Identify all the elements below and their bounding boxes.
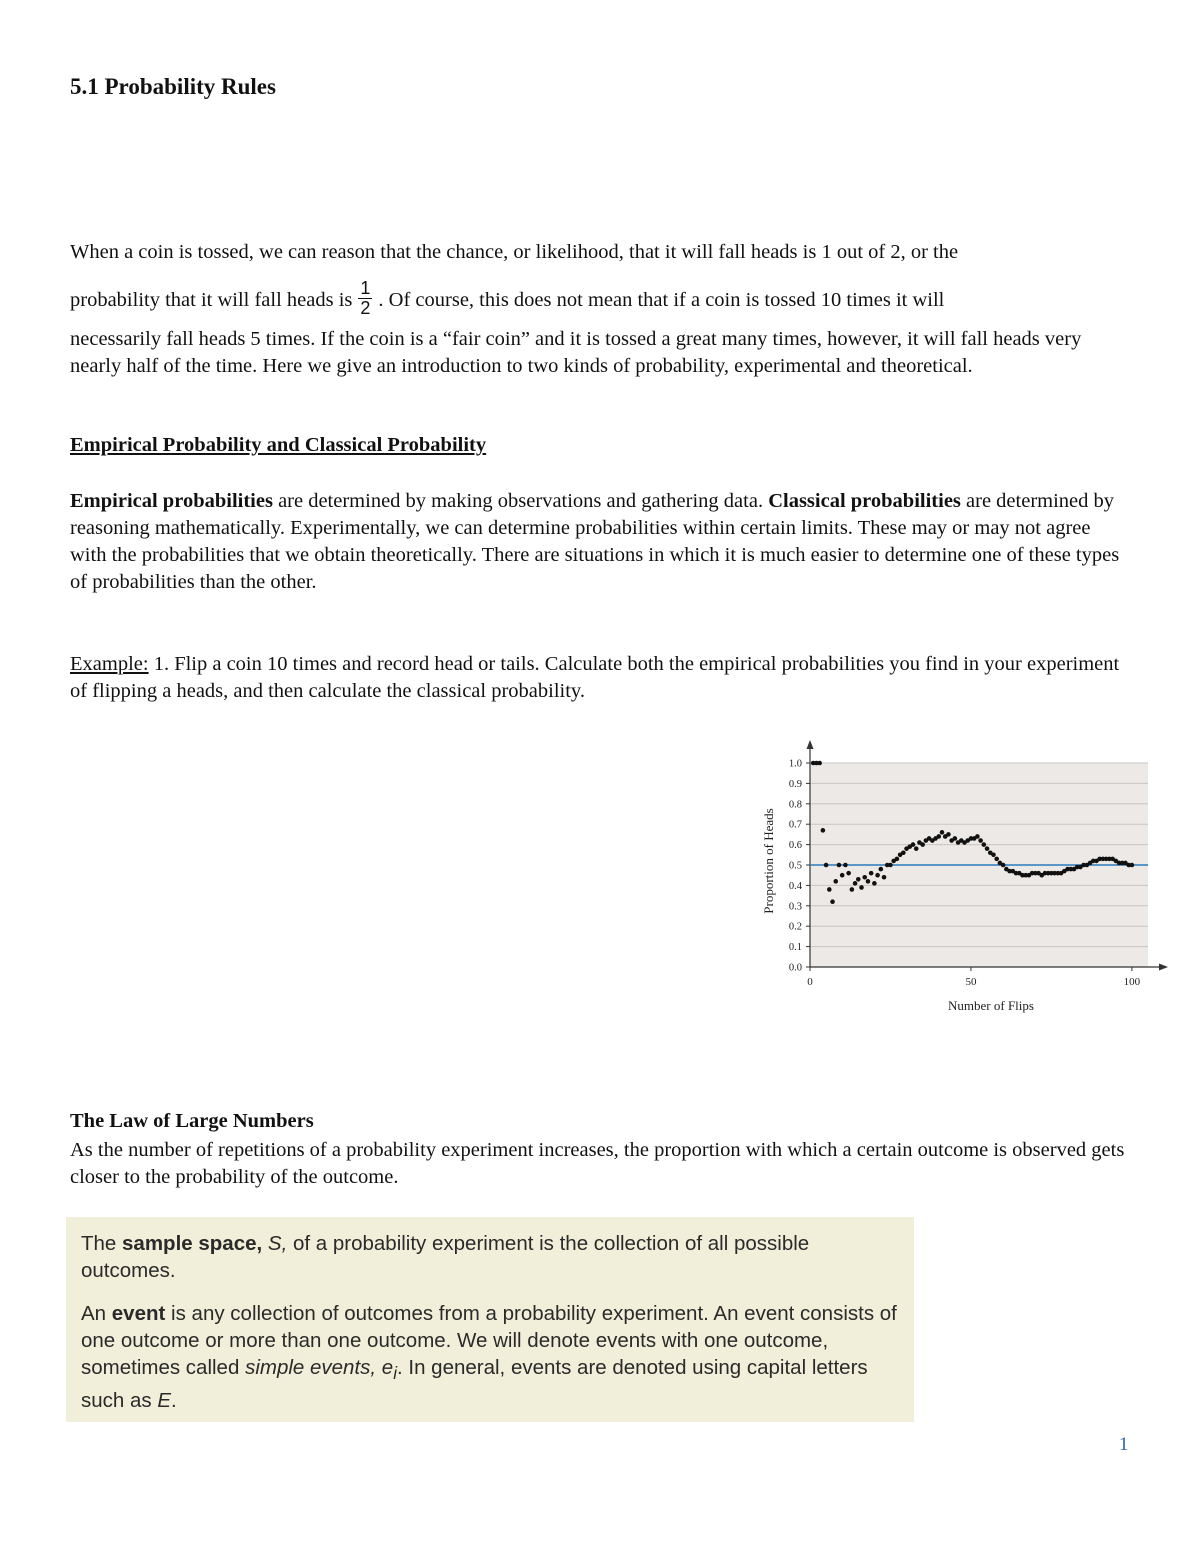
y-tick-label: 0.6 [788, 840, 802, 852]
y-tick-label: 1.0 [788, 758, 802, 770]
simple-events-term: simple events, e [245, 1356, 394, 1379]
empirical-text-1: are determined by making observations and gathering data. [272, 490, 769, 512]
example-label: Example: [70, 653, 149, 675]
def1-text-b: of a probability experiment is the collection of all possible outcomes. [81, 1232, 810, 1282]
y-tick-label: 0.3 [788, 901, 802, 913]
law-heading: The Law of Large Numbers [70, 1110, 314, 1132]
event-definition [81, 1300, 900, 1414]
data-point [901, 850, 906, 855]
y-tick-label: 0.5 [788, 860, 802, 872]
sample-space-term: sample space, [122, 1232, 263, 1255]
data-point [824, 863, 829, 868]
data-point [840, 873, 845, 878]
data-point [920, 842, 925, 847]
data-point [843, 863, 848, 868]
data-point [975, 834, 980, 839]
intro-line-2-start: probability that it will fall heads is [70, 289, 353, 312]
data-point [994, 857, 999, 862]
data-point [911, 842, 916, 847]
data-point [985, 846, 990, 851]
data-point [882, 875, 887, 880]
example-text: 1. Flip a coin 10 times and record head or tails. Calculate both the empirical probabilities you find in your experiment of flipping a heads, and then calculate the classical probability. [70, 653, 1120, 702]
y-axis-label: Proportion of Heads [761, 808, 776, 914]
y-tick-label: 0.9 [788, 778, 802, 790]
empirical-text-2: are determined by reasoning mathematically. Experimentally, we can determine probabilities within certain limits. These may or may not agree with the probabilities that we obtain theoretically. There are situations in which it is much easier to determine one of these types of probabilities than the other. [70, 490, 1120, 593]
data-point [837, 863, 842, 868]
y-tick-label: 0.4 [788, 880, 802, 892]
x-axis-label: Number of Flips [948, 998, 1034, 1013]
fraction-numerator: 1 [360, 278, 371, 298]
data-point [830, 899, 835, 904]
data-point [978, 838, 983, 843]
data-point [888, 863, 893, 868]
data-point [914, 846, 919, 851]
data-point [866, 879, 871, 884]
data-point [879, 867, 884, 872]
fraction-denominator: 2 [360, 298, 371, 318]
data-point [991, 853, 996, 858]
event-symbol-e: E [157, 1389, 172, 1413]
page-title: 5.1 Probability Rules [70, 74, 276, 99]
def1-text-a: The [81, 1232, 123, 1255]
empirical-term: Empirical probabilities [70, 490, 273, 512]
intro-line-2 [70, 278, 1132, 321]
data-point [853, 881, 858, 886]
data-point [821, 828, 826, 833]
data-point [850, 887, 855, 892]
law-text: As the number of repetitions of a probability experiment increases, the proportion with which a certain outcome is observed gets closer to the probability of the outcome. [70, 1139, 1125, 1188]
y-tick-label: 0.2 [788, 921, 802, 933]
classical-term: Classical probabilities [768, 490, 961, 512]
sample-space-definition [81, 1230, 900, 1284]
y-tick-label: 0.0 [788, 962, 802, 974]
y-axis-arrow [807, 740, 814, 749]
def2-text-b: is any collection of outcomes from a probability experiment. An event consists of one outcome or more than one outcome. We will denote events with one outcome, sometimes called [81, 1302, 897, 1379]
y-tick-label: 0.1 [788, 942, 802, 954]
y-tick-label: 0.8 [788, 799, 802, 811]
intro-line-2-end: . Of course, this does not mean that if a coin is tossed 10 times it will [378, 289, 945, 312]
section-heading: Empirical Probability and Classical Probability [70, 434, 487, 456]
data-point [862, 875, 867, 880]
data-point [856, 877, 861, 882]
event-term: event [111, 1302, 166, 1325]
def2-text-d: . [171, 1389, 177, 1413]
data-point [817, 761, 822, 766]
data-point [875, 873, 880, 878]
data-point [1001, 863, 1006, 868]
data-point [982, 842, 987, 847]
data-point [869, 871, 874, 876]
simple-events-subscript: i [393, 1364, 397, 1384]
data-point [827, 887, 832, 892]
y-tick-label: 0.7 [788, 819, 802, 831]
one-half-fraction [358, 279, 372, 318]
example-paragraph [70, 651, 1132, 705]
sample-space-symbol: S, [262, 1232, 288, 1255]
data-point [846, 871, 851, 876]
def2-text-a: An [81, 1302, 112, 1325]
intro-paragraph-rest: necessarily fall heads 5 times. If the coin is a “fair coin” and it is tossed a great many times, however, it will fall heads very nearly half of the time. Here we give an introduction to two kinds of probability, experimental and theoretical. [70, 328, 1082, 377]
data-point [859, 885, 864, 890]
data-point [940, 830, 945, 835]
data-point [833, 879, 838, 884]
empirical-paragraph [70, 488, 1132, 596]
data-point [895, 857, 900, 862]
def2-text-c: . In general, events are denoted using capital letters such as [81, 1356, 868, 1413]
data-point [946, 832, 951, 837]
page-number: 1 [1119, 1434, 1129, 1455]
data-point [953, 836, 958, 841]
data-point [936, 834, 941, 839]
x-tick-label: 100 [1123, 976, 1141, 988]
data-point [872, 881, 877, 886]
x-tick-label: 0 [807, 976, 813, 988]
intro-line-1: When a coin is tossed, we can reason that the chance, or likelihood, that it will fall heads is 1 out of 2, or the [70, 241, 959, 263]
definition-box [66, 1217, 914, 1422]
x-axis-arrow [1159, 964, 1168, 971]
data-point [1130, 863, 1135, 868]
proportion-of-heads-chart [755, 735, 1175, 1020]
x-tick-label: 50 [965, 976, 977, 988]
